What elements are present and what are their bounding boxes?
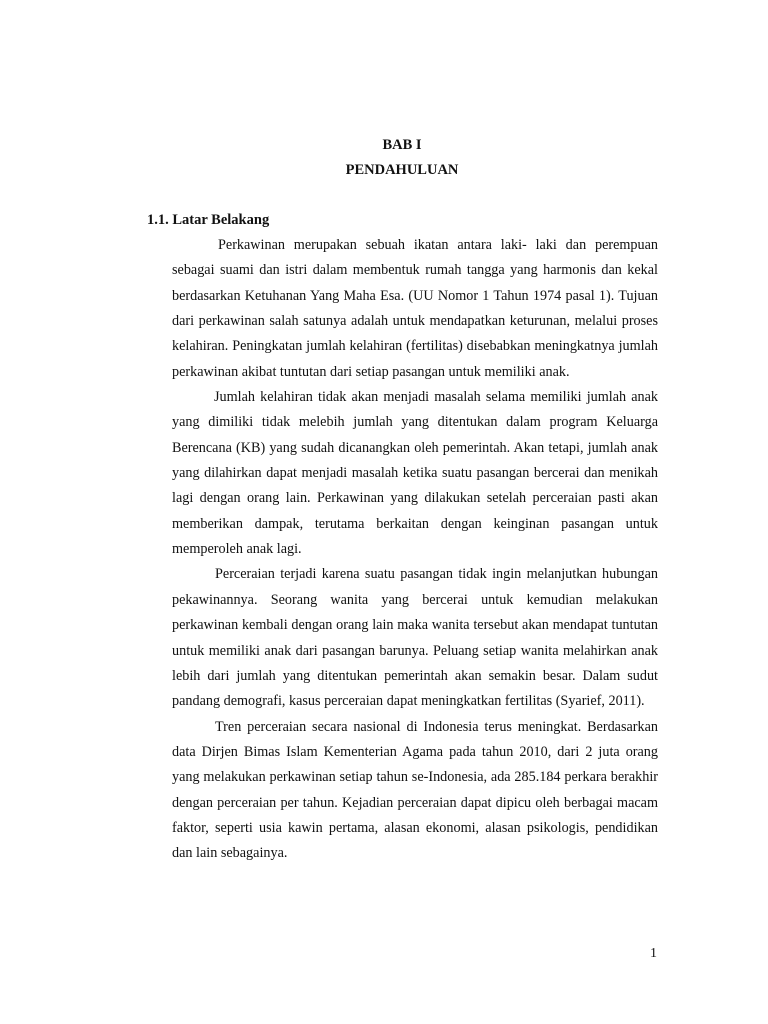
page-number: 1 xyxy=(650,946,657,961)
paragraph: Perceraian terjadi karena suatu pasangan tidak ingin melanjutkan hubungan pekawinannya. Seorang wanita yang bercerai untuk kemudian melakukan perkawinan kembali dengan orang lain maka wanita tersebut akan mendapat tuntutan untuk memiliki anak dari pasangan barunya. Peluang setiap wanita melahirkan anak lebih dari jumlah yang ditentukan pemerintah akan semakin besar. Dalam sudut pandang demografi, kasus perceraian dapat meningkatkan fertilitas (Syarief, 2011). xyxy=(172,566,658,710)
paragraph: Jumlah kelahiran tidak akan menjadi masalah selama memiliki jumlah anak yang dimiliki tidak melebih jumlah yang ditentukan dalam program Keluarga Berencana (KB) yang sudah dicanangkan oleh pemerintah. Akan tetapi, jumlah anak yang dilahirkan dapat menjadi masalah ketika suatu pasangan bercerai dan menikah lagi dengan orang lain. Perkawinan yang dilakukan setelah perceraian pasti akan memberikan dampak, terutama berkaitan dengan keinginan pasangan untuk memperoleh anak lagi. xyxy=(172,389,658,558)
document-body xyxy=(172,233,658,867)
chapter-number: BAB I xyxy=(382,137,422,153)
paragraph: Perkawinan merupakan sebuah ikatan antara laki- laki dan perempuan sebagai suami dan istri dalam membentuk rumah tangga yang harmonis dan kekal berdasarkan Ketuhanan Yang Maha Esa. (UU Nomor 1 Tahun 1974 pasal 1). Tujuan dari perkawinan salah satunya adalah untuk mendapatkan keturunan, melalui proses kelahiran. Peningkatan jumlah kelahiran (fertilitas) disebabkan meningkatnya jumlah perkawinan akibat tuntutan dari setiap pasangan untuk memiliki anak. xyxy=(172,237,658,380)
chapter-title: PENDAHULUAN xyxy=(345,162,459,178)
section-heading: 1.1. Latar Belakang xyxy=(147,212,270,228)
paragraph: Tren perceraian secara nasional di Indonesia terus meningkat. Berdasarkan data Dirjen Bimas Islam Kementerian Agama pada tahun 2010, dari 2 juta orang yang melakukan perkawinan setiap tahun se-Indonesia, ada 285.184 perkara berakhir dengan perceraian per tahun. Kejadian perceraian dapat dipicu oleh berbagai macam faktor, seperti usia kawin pertama, alasan ekonomi, alasan psikologis, pendidikan dan lain sebagainya. xyxy=(172,718,658,862)
